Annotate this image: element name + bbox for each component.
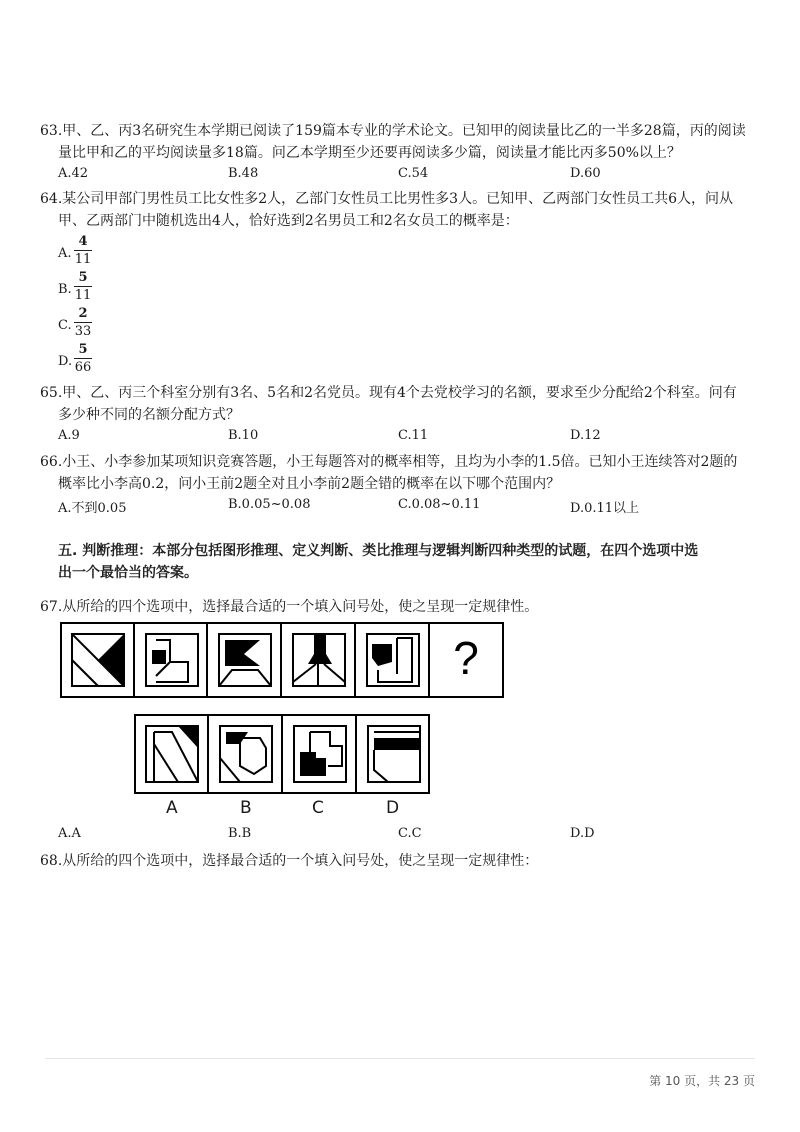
question-66-line-2: 概率比小李高0.2，问小王前2题全对且小李前2题全错的概率在以下哪个范围内？ [58,476,561,492]
option-c[interactable]: C.0.08~0.11 [398,497,481,512]
numerator: 2 [78,306,88,321]
section-heading [58,540,758,584]
question-mark: ? [453,632,479,684]
question-63-options [58,166,758,186]
fraction-bar [74,286,92,287]
fraction [74,342,92,375]
numerator: 4 [78,234,88,249]
question-67-options [58,826,758,846]
option-b[interactable]: B.0.05~0.08 [228,497,311,512]
question-65-options [58,428,758,448]
section-heading-line-2: 出一个最恰当的答案。 [58,565,198,581]
option-b[interactable]: B.48 [228,166,259,181]
question-66-line-1: 66.小王、小李参加某项知识竞赛答题，小王每题答对的概率相等，且均为小李的1.5倍。已知小王连续答对2题的 [40,454,738,470]
question-66 [40,451,760,495]
page-number: 第 10 页，共 23 页 [649,1074,755,1088]
question-63-line-2: 量比甲和乙的平均阅读量多18篇。问乙本学期至少还要再阅读多少篇，阅读量才能比丙多50%以上？ [58,145,681,161]
option-b[interactable]: B.B [228,826,252,841]
question-67-text: 67.从所给的四个选项中，选择最合适的一个填入问号处，使之呈现一定规律性。 [40,599,539,615]
section-heading-line-1: 五. 判断推理：本部分包括图形推理、定义判断、类比推理与逻辑判断四种类型的试题，在四个选项中选 [58,543,699,559]
denominator: 66 [74,360,92,375]
option-label: A. [58,246,72,261]
option-c[interactable]: C.C [398,826,422,841]
question-63-line-1: 63.甲、乙、丙3名研究生本学期已阅读了159篇本专业的学术论文。已知甲的阅读量比乙的一半多28篇，丙的阅读 [40,123,746,139]
question-67 [40,596,760,618]
option-a[interactable]: A.不到0.05 [58,501,127,516]
fraction-bar [74,322,92,323]
question-65-line-1: 65.甲、乙、丙三个科室分别有3名、5名和2名党员。现有4个去党校学习的名额，要求至少分配给2个科室。问有 [40,385,737,401]
option-figures [134,714,430,794]
figure-sequence [60,622,505,698]
option-c[interactable]: C.11 [398,428,429,443]
option-label: D. [58,354,73,369]
question-66-options [58,497,758,517]
fraction [74,234,92,267]
option-label: C. [58,318,72,333]
fraction [74,270,92,303]
option-figure-label-a: A [166,798,178,818]
option-label: B. [58,282,72,297]
fraction-bar [74,358,92,359]
option-c[interactable]: C.54 [398,166,429,181]
denominator: 11 [74,288,92,303]
fraction-bar [74,250,92,251]
option-figure-label-d: D [386,798,400,818]
option-b[interactable]: B.10 [228,428,259,443]
option-d[interactable]: D.0.11以上 [570,501,640,516]
denominator: 33 [74,324,92,339]
footer-divider [45,1058,755,1059]
question-64 [40,188,760,232]
question-65 [40,382,760,426]
question-64-line-2: 甲、乙两部门中随机选出4人，恰好选到2名男员工和2名女员工的概率是： [58,213,519,229]
option-a[interactable]: A.42 [58,166,89,181]
question-63 [40,120,760,164]
option-d[interactable]: D.12 [570,428,601,443]
option-figure-label-b: B [240,798,252,818]
numerator: 5 [78,342,88,357]
question-68 [40,850,760,872]
option-d[interactable]: D.D [570,826,595,841]
question-64-line-1: 64.某公司甲部门男性员工比女性多2人，乙部门女性员工比男性多3人。已知甲、乙两部门女性员工共6人，问从 [40,191,733,207]
question-68-text: 68.从所给的四个选项中，选择最合适的一个填入问号处，使之呈现一定规律性： [40,853,539,869]
question-65-line-2: 多少种不同的名额分配方式？ [58,407,240,423]
option-a[interactable]: A.9 [58,428,80,443]
option-d[interactable]: D.60 [570,166,601,181]
denominator: 11 [74,252,92,267]
option-figure-label-c: C [312,798,324,818]
fraction [74,306,92,339]
numerator: 5 [78,270,88,285]
option-a[interactable]: A.A [58,826,81,841]
